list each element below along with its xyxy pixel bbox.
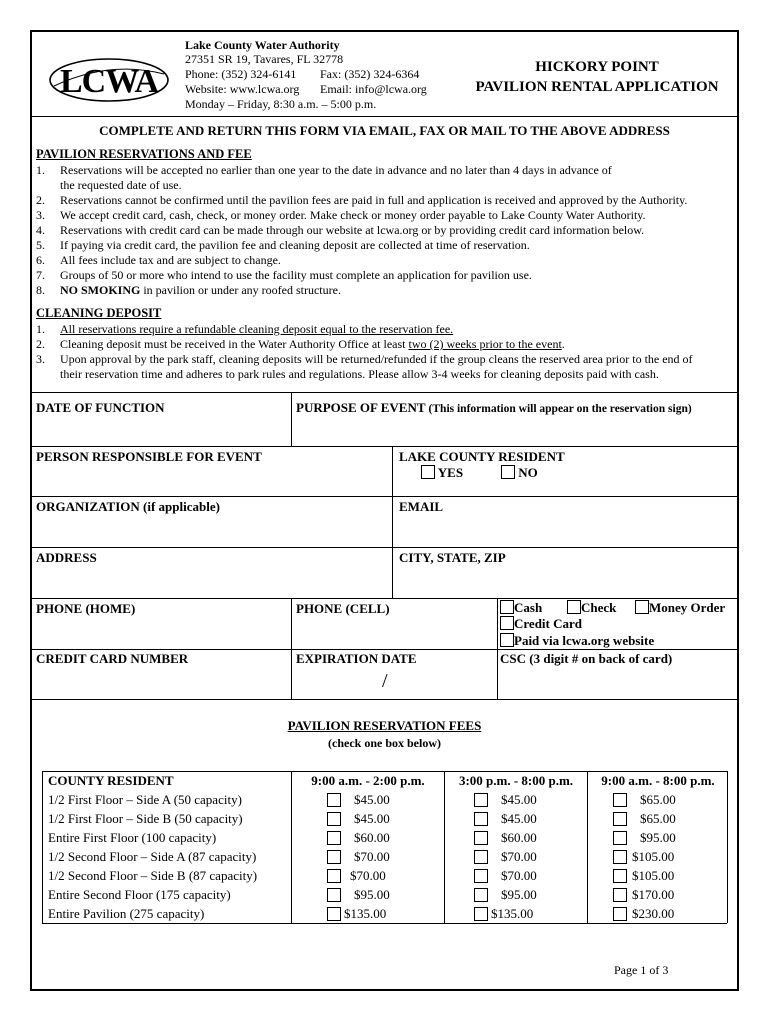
cleaning-item: 3. Upon approval by the park staff, cleaning deposits will be returned/refunded if the group cleans the reserved area prior to the end of	[36, 352, 693, 366]
fee-row-label: 1/2 First Floor – Side A (50 capacity)	[48, 792, 242, 807]
reservation-item: 2. Reservations cannot be confirmed until the pavilion fees are paid in full and application is received and approved by the Authority.	[36, 193, 688, 207]
lake-county-resident-label: LAKE COUNTY RESIDENT	[399, 449, 565, 464]
form-title-line1: HICKORY POINT	[535, 59, 659, 75]
expiration-slash: /	[382, 670, 388, 692]
fee-checkbox[interactable]	[474, 850, 488, 864]
pay-cash-option[interactable]: Cash	[500, 600, 542, 616]
fee-table-rule	[444, 771, 445, 923]
reservation-item: the requested date of use.	[60, 178, 182, 192]
office-hours: Monday – Friday, 8:30 a.m. – 5:00 p.m.	[185, 97, 377, 111]
fee-row-label: Entire Second Floor (175 capacity)	[48, 887, 231, 902]
fee-price: $45.00	[501, 792, 537, 807]
no-checkbox[interactable]	[501, 465, 515, 479]
person-responsible-field[interactable]: PERSON RESPONSIBLE FOR EVENT	[36, 449, 262, 464]
form-rule	[32, 446, 737, 447]
fee-price: $170.00	[632, 887, 675, 902]
org-phone: Phone: (352) 324-6141	[185, 67, 297, 81]
fee-price: $45.00	[354, 792, 390, 807]
fee-checkbox[interactable]	[613, 812, 627, 826]
fee-price: $70.00	[501, 868, 537, 883]
fee-row-label: Entire First Floor (100 capacity)	[48, 830, 217, 845]
header-divider	[32, 116, 737, 117]
credit-card-number-field[interactable]: CREDIT CARD NUMBER	[36, 651, 189, 666]
form-rule	[392, 446, 393, 598]
credit-card-checkbox[interactable]	[500, 616, 514, 630]
fee-checkbox[interactable]	[613, 831, 627, 845]
fee-row-header: COUNTY RESIDENT	[48, 773, 174, 788]
form-rule	[32, 547, 737, 548]
fee-row-label: 1/2 Second Floor – Side B (87 capacity)	[48, 868, 258, 883]
reservation-item: 1. Reservations will be accepted no earlier than one year to the date in advance and no later than 4 days in advance of	[36, 163, 612, 177]
fee-price: $45.00	[354, 811, 390, 826]
fee-price: $65.00	[640, 792, 676, 807]
resident-no-option[interactable]: NO	[501, 465, 538, 481]
fee-price: $95.00	[501, 887, 537, 902]
fee-checkbox[interactable]	[613, 850, 627, 864]
form-rule	[291, 392, 292, 446]
lcwa-logo	[48, 56, 170, 104]
pay-check-option[interactable]: Check	[567, 600, 616, 616]
fee-price: $135.00	[491, 906, 534, 921]
fee-checkbox[interactable]	[474, 907, 488, 921]
cleaning-item: 2. Cleaning deposit must be received in the Water Authority Office at least two (2) weeks prior to the event.	[36, 337, 565, 351]
fee-checkbox[interactable]	[613, 907, 627, 921]
yes-checkbox[interactable]	[421, 465, 435, 479]
reservation-item: 6. All fees include tax and are subject to change.	[36, 253, 281, 267]
fee-checkbox[interactable]	[327, 850, 341, 864]
fee-checkbox[interactable]	[327, 907, 341, 921]
cash-checkbox[interactable]	[500, 600, 514, 614]
fee-checkbox[interactable]	[327, 812, 341, 826]
fee-price: $105.00	[632, 868, 675, 883]
pay-money-order-option[interactable]: Money Order	[635, 600, 725, 616]
fee-checkbox[interactable]	[327, 869, 341, 883]
fees-subtitle: (check one box below)	[328, 736, 441, 750]
cleaning-item: 1. All reservations require a refundable cleaning deposit equal to the reservation fee.	[36, 322, 454, 336]
fee-checkbox[interactable]	[613, 888, 627, 902]
instruction-text: COMPLETE AND RETURN THIS FORM VIA EMAIL, FAX OR MAIL TO THE ABOVE ADDRESS	[99, 123, 670, 138]
page-number: Page 1 of 3	[614, 963, 669, 977]
website-checkbox[interactable]	[500, 633, 514, 647]
phone-home-field[interactable]: PHONE (HOME)	[36, 601, 136, 616]
fee-price: $70.00	[350, 868, 386, 883]
fee-table-rule	[42, 771, 43, 923]
fee-checkbox[interactable]	[474, 793, 488, 807]
cleaning-item: their reservation time and adheres to park rules and regulations. Please allow 3-4 weeks for cleaning deposits paid with cash.	[60, 367, 659, 381]
fee-price: $45.00	[501, 811, 537, 826]
fee-column-header: 9:00 a.m. - 2:00 p.m.	[311, 773, 425, 788]
reservations-heading: PAVILION RESERVATIONS AND FEE	[36, 147, 252, 161]
fee-table-rule	[587, 771, 588, 923]
purpose-of-event-field[interactable]: PURPOSE OF EVENT (This information will appear on the reservation sign)	[296, 400, 692, 415]
fees-title: PAVILION RESERVATION FEES	[287, 718, 482, 733]
fee-table-rule	[291, 771, 292, 923]
fee-checkbox[interactable]	[327, 793, 341, 807]
fee-checkbox[interactable]	[474, 831, 488, 845]
fee-checkbox[interactable]	[474, 869, 488, 883]
org-address: 27351 SR 19, Tavares, FL 32778	[185, 52, 344, 66]
fee-checkbox[interactable]	[327, 831, 341, 845]
org-website: Website: www.lcwa.org	[185, 82, 300, 96]
fee-price: $95.00	[640, 830, 676, 845]
organization-field[interactable]: ORGANIZATION (if applicable)	[36, 499, 220, 514]
email-field[interactable]: EMAIL	[399, 499, 444, 514]
check-checkbox[interactable]	[567, 600, 581, 614]
fee-price: $65.00	[640, 811, 676, 826]
fee-column-header: 9:00 a.m. - 8:00 p.m.	[601, 773, 715, 788]
form-rule	[32, 598, 737, 599]
date-of-function-field[interactable]: DATE OF FUNCTION	[36, 400, 165, 415]
fee-table-rule	[42, 923, 727, 924]
form-rule	[497, 598, 498, 699]
city-state-zip-field[interactable]: CITY, STATE, ZIP	[399, 550, 506, 565]
money-order-checkbox[interactable]	[635, 600, 649, 614]
reservation-item-no-smoking: 8. NO SMOKING in pavilion or under any roofed structure.	[36, 283, 341, 297]
fee-price: $60.00	[354, 830, 390, 845]
application-page	[30, 30, 739, 991]
address-field[interactable]: ADDRESS	[36, 550, 97, 565]
fee-price: $60.00	[501, 830, 537, 845]
reservation-item: 5. If paying via credit card, the pavilion fee and cleaning deposit are collected at time of reservation.	[36, 238, 530, 252]
phone-cell-field[interactable]: PHONE (CELL)	[296, 601, 390, 616]
fee-checkbox[interactable]	[474, 812, 488, 826]
fee-table-rule	[42, 771, 727, 772]
org-email: Email: info@lcwa.org	[320, 82, 427, 96]
reservation-item: 3. We accept credit card, cash, check, or money order. Make check or money order payable to Lake County Water Authority.	[36, 208, 646, 222]
cleaning-heading: CLEANING DEPOSIT	[36, 306, 162, 320]
form-rule	[32, 392, 737, 393]
fee-column-header: 3:00 p.m. - 8:00 p.m.	[458, 773, 574, 788]
fee-checkbox[interactable]	[613, 869, 627, 883]
fee-price: $230.00	[632, 906, 675, 921]
fee-checkbox[interactable]	[327, 888, 341, 902]
fee-table-rule	[727, 771, 728, 923]
fee-row-label: Entire Pavilion (275 capacity)	[48, 906, 205, 921]
reservation-item: 4. Reservations with credit card can be made through our website at lcwa.org or by providing credit card information below.	[36, 223, 645, 237]
expiration-date-field[interactable]: EXPIRATION DATE	[296, 651, 417, 666]
logo-text: LCWA	[59, 63, 159, 100]
fee-row-label: 1/2 First Floor – Side B (50 capacity)	[48, 811, 243, 826]
reservation-item: 7. Groups of 50 or more who intend to use the facility must complete an application for pavilion use.	[36, 268, 532, 282]
pay-credit-card-option[interactable]: Credit Card	[500, 616, 582, 632]
pay-website-option[interactable]: Paid via lcwa.org website	[500, 633, 654, 649]
form-rule	[32, 649, 737, 650]
fee-price: $105.00	[632, 849, 675, 864]
org-name: Lake County Water Authority	[185, 38, 340, 52]
fee-price: $95.00	[354, 887, 390, 902]
form-rule	[291, 598, 292, 699]
csc-field[interactable]: CSC (3 digit # on back of card)	[500, 651, 673, 666]
fee-price: $135.00	[344, 906, 387, 921]
fee-checkbox[interactable]	[474, 888, 488, 902]
form-rule	[32, 496, 737, 497]
org-fax: Fax: (352) 324-6364	[320, 67, 420, 81]
resident-yes-option[interactable]: YES	[421, 465, 463, 481]
fee-row-label: 1/2 Second Floor – Side A (87 capacity)	[48, 849, 257, 864]
form-rule	[32, 699, 737, 700]
fee-price: $70.00	[501, 849, 537, 864]
fee-checkbox[interactable]	[613, 793, 627, 807]
form-title-line2: PAVILION RENTAL APPLICATION	[475, 79, 719, 95]
fee-price: $70.00	[354, 849, 390, 864]
